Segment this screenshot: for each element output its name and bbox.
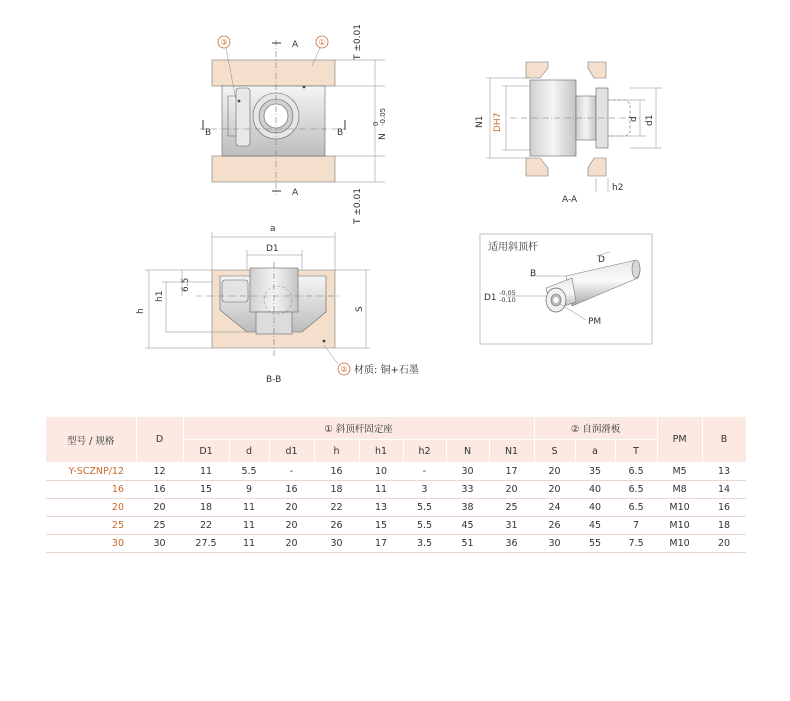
pin-label-d: D bbox=[598, 255, 605, 265]
dim-a: a bbox=[270, 224, 276, 234]
dim-h2: h2 bbox=[612, 183, 624, 193]
spec-table-body bbox=[46, 463, 746, 553]
model-cell: 20 bbox=[46, 499, 136, 517]
table-cell: 17 bbox=[489, 463, 534, 481]
pin-label-pm: PM bbox=[588, 317, 602, 327]
table-cell: 11 bbox=[183, 463, 229, 481]
table-cell: 30 bbox=[446, 463, 489, 481]
section-b-left: B bbox=[205, 128, 212, 138]
header-d-small: d bbox=[229, 440, 269, 463]
table-cell: 6.5 bbox=[615, 499, 657, 517]
callout-3: ③ bbox=[220, 38, 228, 47]
table-cell: 20 bbox=[534, 481, 575, 499]
header-group-fixing-seat: ① 斜顶杆固定座 bbox=[183, 417, 534, 440]
dim-h: h bbox=[136, 308, 146, 314]
table-row bbox=[46, 481, 746, 499]
table-row bbox=[46, 535, 746, 553]
model-cell: 16 bbox=[46, 481, 136, 499]
dim-s: S bbox=[355, 306, 365, 312]
top-view bbox=[200, 24, 388, 225]
table-cell: 16 bbox=[269, 481, 314, 499]
table-cell: 20 bbox=[269, 499, 314, 517]
table-cell: 38 bbox=[446, 499, 489, 517]
table-cell: 6.5 bbox=[615, 463, 657, 481]
table-cell: 27.5 bbox=[183, 535, 229, 553]
material-note: 材质: 铜+石墨 bbox=[354, 365, 419, 376]
section-view-bb bbox=[136, 224, 419, 385]
table-cell: 20 bbox=[534, 463, 575, 481]
table-cell: 11 bbox=[229, 517, 269, 535]
table-cell: 13 bbox=[702, 463, 746, 481]
tol-n-lower: -0.05 bbox=[379, 107, 387, 126]
table-cell: 20 bbox=[269, 517, 314, 535]
table-cell: 10 bbox=[359, 463, 403, 481]
table-cell: 15 bbox=[183, 481, 229, 499]
header-t: T bbox=[615, 440, 657, 463]
header-b: B bbox=[702, 417, 746, 463]
table-cell: 26 bbox=[534, 517, 575, 535]
model-cell: Y-SCZNP/12 bbox=[46, 463, 136, 481]
table-cell: 6.5 bbox=[615, 481, 657, 499]
table-cell: 5.5 bbox=[229, 463, 269, 481]
tol-t-lower: T ±0.01 bbox=[353, 188, 363, 224]
table-cell: 20 bbox=[702, 535, 746, 553]
table-cell: 11 bbox=[229, 499, 269, 517]
table-cell: 18 bbox=[702, 517, 746, 535]
table-cell: M8 bbox=[657, 481, 702, 499]
section-a-bottom: A bbox=[292, 188, 299, 198]
header-h1: h1 bbox=[359, 440, 403, 463]
dim-dh7: DH7 bbox=[493, 112, 503, 132]
tol-t-upper: T ±0.01 bbox=[353, 24, 363, 60]
callout-2: ② bbox=[340, 365, 348, 374]
table-cell: 33 bbox=[446, 481, 489, 499]
header-n: N bbox=[446, 440, 489, 463]
header-h: h bbox=[314, 440, 359, 463]
table-cell: 35 bbox=[575, 463, 615, 481]
table-cell: 31 bbox=[489, 517, 534, 535]
table-cell: 30 bbox=[314, 535, 359, 553]
table-cell: 40 bbox=[575, 481, 615, 499]
table-cell: 20 bbox=[489, 481, 534, 499]
table-cell: 16 bbox=[314, 463, 359, 481]
header-model: 型号 / 规格 bbox=[46, 417, 136, 463]
table-cell: 51 bbox=[446, 535, 489, 553]
callout-1: ① bbox=[318, 38, 326, 47]
pin-box-title: 适用斜顶杆 bbox=[488, 242, 538, 253]
view-bb: B-B bbox=[266, 375, 282, 385]
table-cell: M10 bbox=[657, 517, 702, 535]
model-cell: 30 bbox=[46, 535, 136, 553]
table-row bbox=[46, 517, 746, 535]
table-cell: 25 bbox=[489, 499, 534, 517]
table-cell: M10 bbox=[657, 499, 702, 517]
table-cell: 18 bbox=[183, 499, 229, 517]
table-cell: 16 bbox=[702, 499, 746, 517]
table-cell: 7.5 bbox=[615, 535, 657, 553]
dim-d1-small: d1 bbox=[645, 114, 655, 126]
table-cell: 45 bbox=[575, 517, 615, 535]
table-cell: M5 bbox=[657, 463, 702, 481]
table-cell: - bbox=[269, 463, 314, 481]
table-cell: 7 bbox=[615, 517, 657, 535]
top-plate-lower bbox=[212, 156, 335, 182]
header-d: D bbox=[136, 417, 183, 463]
header-a: a bbox=[575, 440, 615, 463]
top-plate-upper bbox=[212, 60, 335, 86]
header-s: S bbox=[534, 440, 575, 463]
header-d1: D1 bbox=[183, 440, 229, 463]
table-cell: 25 bbox=[136, 517, 183, 535]
table-cell: 45 bbox=[446, 517, 489, 535]
table-cell: 15 bbox=[359, 517, 403, 535]
table-cell: 11 bbox=[229, 535, 269, 553]
table-cell: 14 bbox=[702, 481, 746, 499]
table-row bbox=[46, 463, 746, 481]
table-cell: 5.5 bbox=[403, 499, 446, 517]
table-cell: 30 bbox=[534, 535, 575, 553]
table-cell: 13 bbox=[359, 499, 403, 517]
table-cell: 17 bbox=[359, 535, 403, 553]
table-cell: 55 bbox=[575, 535, 615, 553]
pin-label-d1: D1 bbox=[484, 293, 497, 303]
side-view-aa bbox=[475, 62, 662, 205]
dim-d1-top: D1 bbox=[266, 244, 279, 254]
table-cell: M10 bbox=[657, 535, 702, 553]
table-cell: 11 bbox=[359, 481, 403, 499]
header-n1: N1 bbox=[489, 440, 534, 463]
section-a-top: A bbox=[292, 40, 299, 50]
header-group-self-lube-plate: ② 自润滑板 bbox=[534, 417, 657, 440]
pin-label-b: B bbox=[530, 269, 537, 279]
table-cell: 5.5 bbox=[403, 517, 446, 535]
table-cell: 3 bbox=[403, 481, 446, 499]
dim-6-5: 6.5 bbox=[181, 277, 191, 292]
spec-table bbox=[46, 417, 747, 553]
table-cell: 30 bbox=[136, 535, 183, 553]
table-cell: 3.5 bbox=[403, 535, 446, 553]
table-cell: 12 bbox=[136, 463, 183, 481]
model-cell: 25 bbox=[46, 517, 136, 535]
table-cell: 40 bbox=[575, 499, 615, 517]
dim-n: N bbox=[378, 133, 388, 140]
view-aa: A-A bbox=[562, 195, 578, 205]
table-cell: 18 bbox=[314, 481, 359, 499]
header-pm: PM bbox=[657, 417, 702, 463]
table-cell: 22 bbox=[183, 517, 229, 535]
table-row bbox=[46, 499, 746, 517]
table-cell: 9 bbox=[229, 481, 269, 499]
pin-tol-upper: -0.05 bbox=[499, 289, 516, 297]
table-cell: 36 bbox=[489, 535, 534, 553]
table-cell: 16 bbox=[136, 481, 183, 499]
table-cell: 20 bbox=[136, 499, 183, 517]
table-cell: - bbox=[403, 463, 446, 481]
dim-h1: h1 bbox=[155, 290, 165, 302]
tol-n-upper: 0 bbox=[372, 121, 380, 126]
table-cell: 20 bbox=[269, 535, 314, 553]
table-cell: 26 bbox=[314, 517, 359, 535]
section-b-right: B bbox=[337, 128, 344, 138]
pin-tol-lower: -0.10 bbox=[499, 296, 516, 304]
header-h2: h2 bbox=[403, 440, 446, 463]
table-cell: 24 bbox=[534, 499, 575, 517]
header-d1-small: d1 bbox=[269, 440, 314, 463]
dim-n1: N1 bbox=[475, 115, 485, 128]
table-cell: 22 bbox=[314, 499, 359, 517]
applicable-pin-box bbox=[480, 234, 652, 344]
dim-d: d bbox=[629, 116, 639, 122]
